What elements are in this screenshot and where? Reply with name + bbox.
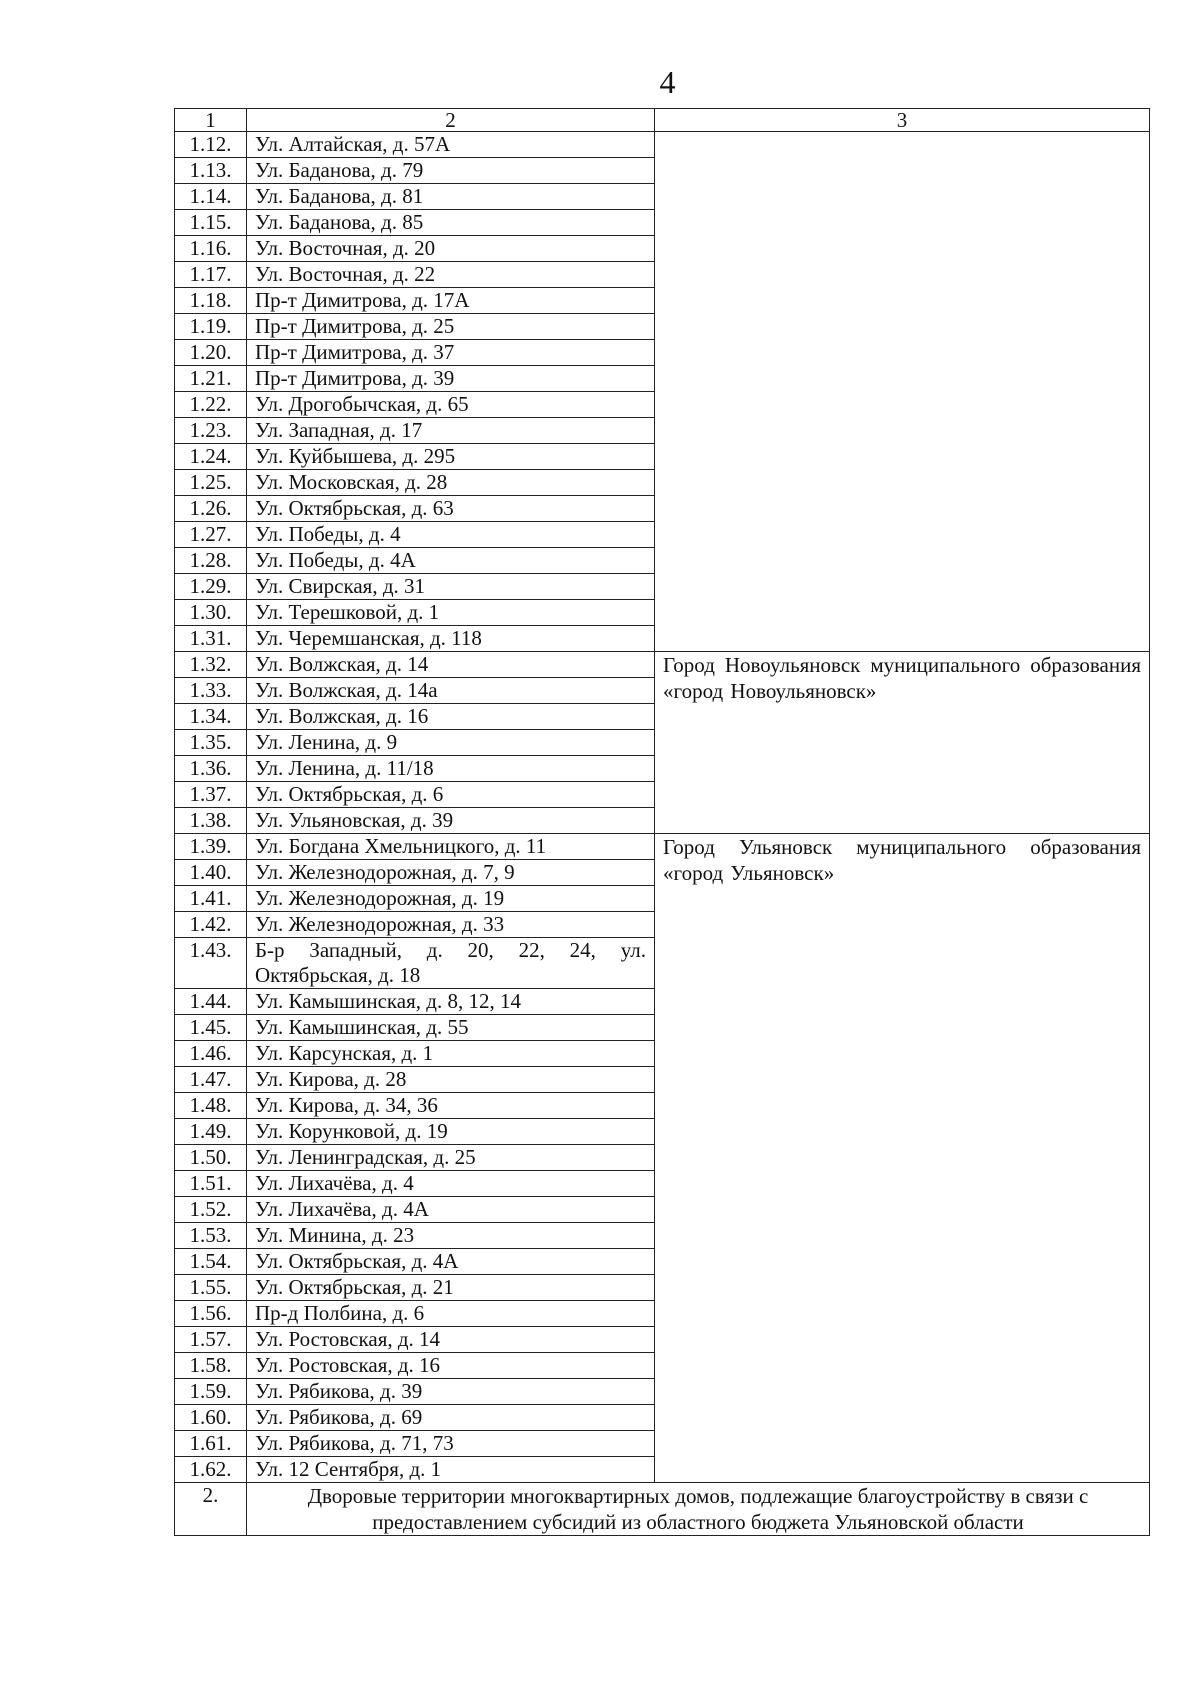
row-number: 1.42.	[175, 912, 247, 938]
row-address: Ул. Баданова, д. 79	[247, 158, 655, 184]
row-municipality: Город Ульяновск муниципального образования «город Ульяновск»	[655, 834, 1150, 1483]
row-address: Ул. Победы, д. 4	[247, 522, 655, 548]
row-number: 1.21.	[175, 366, 247, 392]
row-address: Ул. Волжская, д. 16	[247, 704, 655, 730]
row-address: Ул. Лихачёва, д. 4А	[247, 1197, 655, 1223]
row-number: 1.48.	[175, 1093, 247, 1119]
row-address: Ул. Камышинская, д. 55	[247, 1015, 655, 1041]
row-number: 1.17.	[175, 262, 247, 288]
row-number: 1.35.	[175, 730, 247, 756]
row-number: 1.20.	[175, 340, 247, 366]
row-number: 1.45.	[175, 1015, 247, 1041]
section-title: Дворовые территории многоквартирных домов, подлежащие благоустройству в связи с предоставлением субсидий из областного бюджета Ульяновской области	[247, 1483, 1150, 1536]
row-number: 1.36.	[175, 756, 247, 782]
row-address: Ул. Корунковой, д. 19	[247, 1119, 655, 1145]
row-number: 1.50.	[175, 1145, 247, 1171]
row-address: Ул. Железнодорожная, д. 7, 9	[247, 860, 655, 886]
row-address: Ул. Ленина, д. 11/18	[247, 756, 655, 782]
row-address: Ул. Железнодорожная, д. 33	[247, 912, 655, 938]
row-address: Ул. Лихачёва, д. 4	[247, 1171, 655, 1197]
row-address: Ул. Черемшанская, д. 118	[247, 626, 655, 652]
row-number: 1.29.	[175, 574, 247, 600]
row-address: Ул. Куйбышева, д. 295	[247, 444, 655, 470]
row-number: 1.59.	[175, 1379, 247, 1405]
row-number: 1.62.	[175, 1457, 247, 1483]
row-address: Ул. Кирова, д. 28	[247, 1067, 655, 1093]
row-number: 1.26.	[175, 496, 247, 522]
row-number: 1.52.	[175, 1197, 247, 1223]
row-number: 1.13.	[175, 158, 247, 184]
row-address: Ул. Свирская, д. 31	[247, 574, 655, 600]
row-number: 1.22.	[175, 392, 247, 418]
row-number: 1.25.	[175, 470, 247, 496]
row-number: 1.37.	[175, 782, 247, 808]
row-number: 1.34.	[175, 704, 247, 730]
row-number: 1.61.	[175, 1431, 247, 1457]
row-address: Ул. Московская, д. 28	[247, 470, 655, 496]
row-address: Ул. Октябрьская, д. 6	[247, 782, 655, 808]
row-number: 1.32.	[175, 652, 247, 678]
row-number: 1.28.	[175, 548, 247, 574]
row-number: 1.12.	[175, 132, 247, 158]
row-address: Ул. Победы, д. 4А	[247, 548, 655, 574]
table-body	[175, 109, 1150, 1536]
row-number: 1.58.	[175, 1353, 247, 1379]
row-address: Ул. Кирова, д. 34, 36	[247, 1093, 655, 1119]
row-number: 1.53.	[175, 1223, 247, 1249]
table-row	[175, 834, 1150, 860]
row-number: 1.27.	[175, 522, 247, 548]
row-address: Ул. Рябикова, д. 69	[247, 1405, 655, 1431]
row-address: Ул. Восточная, д. 22	[247, 262, 655, 288]
row-address: Ул. Железнодорожная, д. 19	[247, 886, 655, 912]
row-address: Ул. Волжская, д. 14	[247, 652, 655, 678]
address-table	[174, 108, 1150, 1536]
header-col-2: 2	[247, 109, 655, 132]
table-row	[175, 132, 1150, 158]
row-address: Ул. Западная, д. 17	[247, 418, 655, 444]
row-address: Ул. Октябрьская, д. 63	[247, 496, 655, 522]
row-number: 1.15.	[175, 210, 247, 236]
row-address: Ул. Волжская, д. 14а	[247, 678, 655, 704]
row-number: 1.41.	[175, 886, 247, 912]
row-number: 1.24.	[175, 444, 247, 470]
row-address: Ул. Ленина, д. 9	[247, 730, 655, 756]
row-address: Ул. Ростовская, д. 16	[247, 1353, 655, 1379]
row-address: Ул. Терешковой, д. 1	[247, 600, 655, 626]
row-address: Ул. Октябрьская, д. 4А	[247, 1249, 655, 1275]
row-address: Пр-т Димитрова, д. 37	[247, 340, 655, 366]
row-number: 1.51.	[175, 1171, 247, 1197]
row-address: Ул. Баданова, д. 81	[247, 184, 655, 210]
header-col-3: 3	[655, 109, 1150, 132]
header-col-1: 1	[175, 109, 247, 132]
row-number: 1.30.	[175, 600, 247, 626]
row-address: Пр-т Димитрова, д. 39	[247, 366, 655, 392]
row-address: Пр-т Димитрова, д. 25	[247, 314, 655, 340]
row-address: Пр-д Полбина, д. 6	[247, 1301, 655, 1327]
row-address: Ул. 12 Сентября, д. 1	[247, 1457, 655, 1483]
row-address: Ул. Ростовская, д. 14	[247, 1327, 655, 1353]
row-municipality: Город Новоульяновск муниципального образования «город Новоульяновск»	[655, 652, 1150, 834]
section-row	[175, 1483, 1150, 1536]
row-address: Ул. Минина, д. 23	[247, 1223, 655, 1249]
row-number: 1.47.	[175, 1067, 247, 1093]
row-address: Пр-т Димитрова, д. 17А	[247, 288, 655, 314]
row-number: 1.46.	[175, 1041, 247, 1067]
row-number: 1.54.	[175, 1249, 247, 1275]
row-address: Ул. Камышинская, д. 8, 12, 14	[247, 989, 655, 1015]
row-address: Ул. Богдана Хмельницкого, д. 11	[247, 834, 655, 860]
row-address: Ул. Алтайская, д. 57А	[247, 132, 655, 158]
section-number: 2.	[175, 1483, 247, 1536]
row-number: 1.19.	[175, 314, 247, 340]
row-number: 1.55.	[175, 1275, 247, 1301]
row-number: 1.31.	[175, 626, 247, 652]
row-address: Ул. Восточная, д. 20	[247, 236, 655, 262]
row-number: 1.56.	[175, 1301, 247, 1327]
row-number: 1.33.	[175, 678, 247, 704]
row-number: 1.49.	[175, 1119, 247, 1145]
row-address: Ул. Октябрьская, д. 21	[247, 1275, 655, 1301]
row-address: Ул. Рябикова, д. 39	[247, 1379, 655, 1405]
row-address: Ул. Рябикова, д. 71, 73	[247, 1431, 655, 1457]
header-row	[175, 109, 1150, 132]
row-number: 1.18.	[175, 288, 247, 314]
row-number: 1.16.	[175, 236, 247, 262]
row-address: Б-р Западный, д. 20, 22, 24, ул. Октябрьская, д. 18	[247, 938, 655, 989]
table-row	[175, 652, 1150, 678]
row-number: 1.23.	[175, 418, 247, 444]
row-address: Ул. Баданова, д. 85	[247, 210, 655, 236]
row-number: 1.60.	[175, 1405, 247, 1431]
row-number: 1.38.	[175, 808, 247, 834]
page-number: 4	[659, 64, 676, 100]
row-number: 1.44.	[175, 989, 247, 1015]
row-number: 1.14.	[175, 184, 247, 210]
row-municipality	[655, 132, 1150, 652]
row-number: 1.39.	[175, 834, 247, 860]
row-address: Ул. Дрогобычская, д. 65	[247, 392, 655, 418]
row-address: Ул. Ульяновская, д. 39	[247, 808, 655, 834]
row-number: 1.40.	[175, 860, 247, 886]
row-number: 1.57.	[175, 1327, 247, 1353]
row-address: Ул. Карсунская, д. 1	[247, 1041, 655, 1067]
row-address: Ул. Ленинградская, д. 25	[247, 1145, 655, 1171]
row-number: 1.43.	[175, 938, 247, 989]
